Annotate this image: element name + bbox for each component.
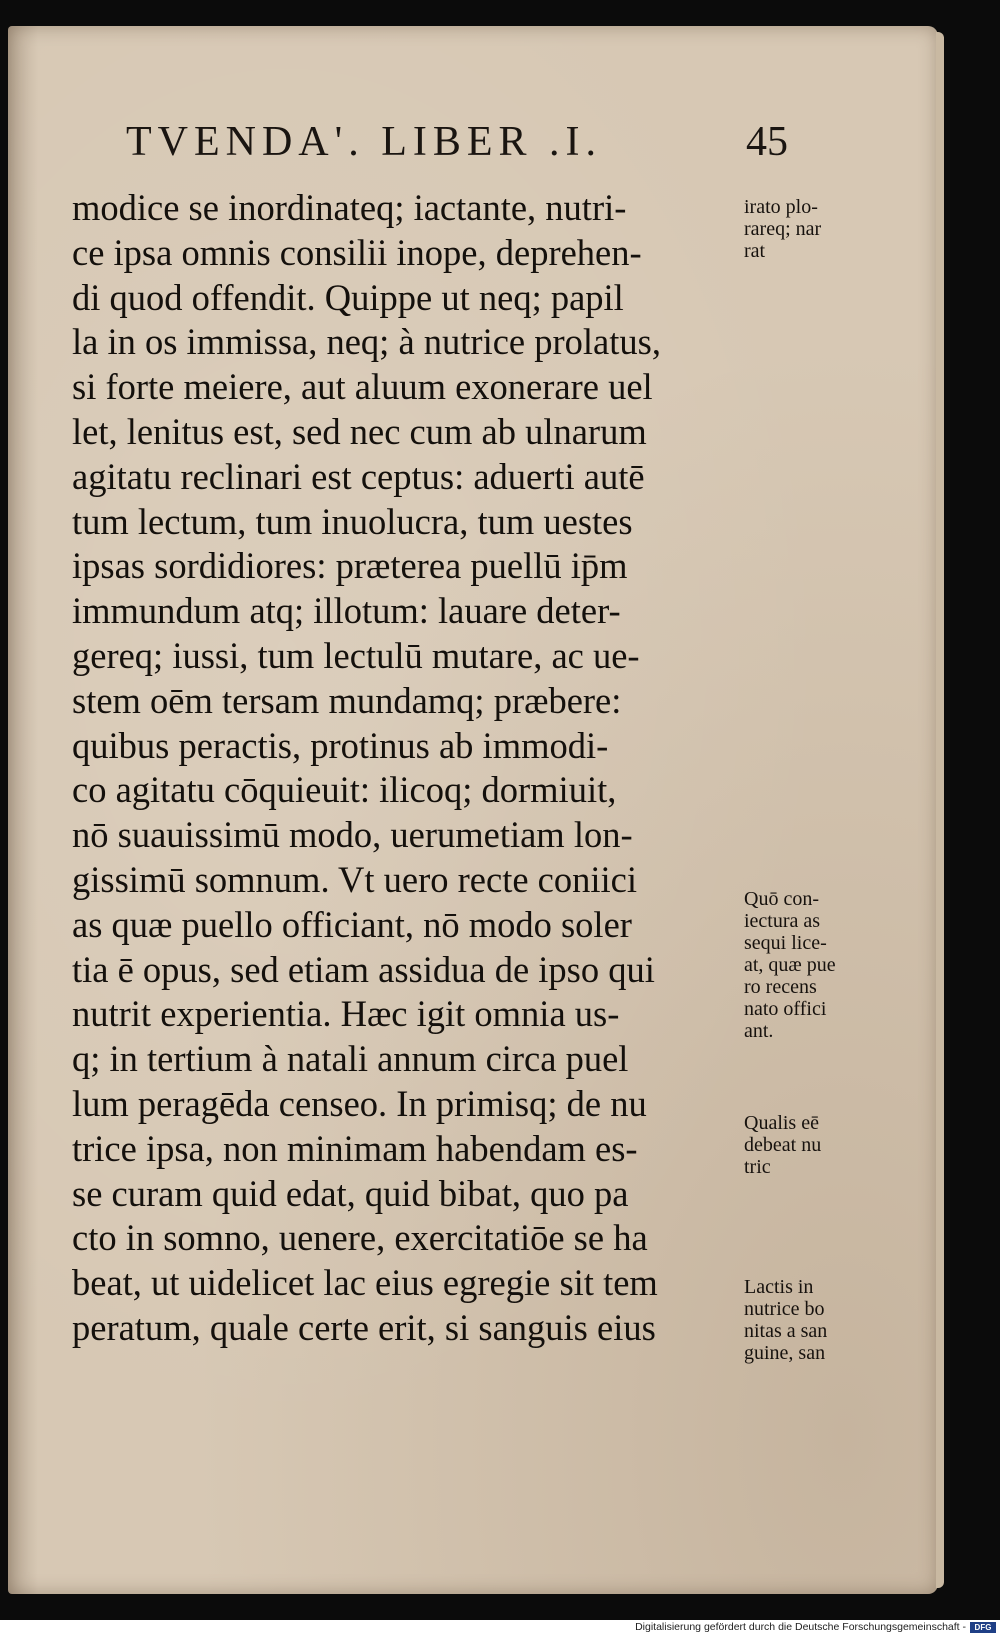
margin-note-line: nutrice bo xyxy=(744,1298,825,1320)
margin-note-line: Quō con- xyxy=(744,888,819,910)
book-page xyxy=(8,26,938,1594)
text-line: di quod offendit. Quippe ut neq; papil xyxy=(72,276,624,318)
text-line: quibus peractis, protinus ab immodi- xyxy=(72,724,609,766)
page-number: 45 xyxy=(746,119,788,165)
margin-note-line: at, quæ pue xyxy=(744,954,836,976)
text-line: ce ipsa omnis consilii inope, deprehen- xyxy=(72,231,642,273)
text-line: immundum atq; illotum: lauare deter- xyxy=(72,590,621,632)
margin-note-line: tric xyxy=(744,1156,771,1178)
margin-note xyxy=(744,1112,874,1178)
margin-note xyxy=(744,1276,874,1364)
body-text xyxy=(72,186,762,1351)
text-line: la in os immissa, neq; à nutrice prolatus, xyxy=(72,321,661,363)
margin-note-line: Qualis eē xyxy=(744,1112,819,1134)
margin-note-line: guine, san xyxy=(744,1342,826,1364)
text-line: co agitatu cōquieuit: ilicoq; dormiuit, xyxy=(72,769,617,811)
margin-note-line: ro recens xyxy=(744,976,817,998)
text-line: nō suauissimū modo, uerumetiam lon- xyxy=(72,814,633,856)
text-line: as quæ puello officiant, nō modo soler xyxy=(72,903,632,945)
text-line: beat, ut uidelicet lac eius egregie sit tem xyxy=(72,1262,658,1304)
text-line: agitatu reclinari est ceptus: aduerti autē xyxy=(72,455,645,497)
text-line: gissimū somnum. Vt uero recte coniici xyxy=(72,858,637,900)
margin-note xyxy=(744,888,874,1042)
margin-note-line: iectura as xyxy=(744,910,821,932)
text-line: si forte meiere, aut aluum exonerare uel xyxy=(72,366,653,408)
text-line: lum peragēda censeo. In primisq; de nu xyxy=(72,1082,647,1124)
margin-note-line: debeat nu xyxy=(744,1134,822,1156)
text-line: let, lenitus est, sed nec cum ab ulnarum xyxy=(72,410,647,452)
margin-note-line: irato plo- xyxy=(744,196,818,218)
margin-note-line: sequi lice- xyxy=(744,932,827,954)
text-line: nutrit experientia. Hæc igit omnia us- xyxy=(72,993,620,1035)
text-line: gereq; iussi, tum lectulū mutare, ac ue- xyxy=(72,634,640,676)
text-line: trice ipsa, non minimam habendam es- xyxy=(72,1127,638,1169)
margin-note-line: nitas a san xyxy=(744,1320,828,1342)
running-head: TVENDA'. LIBER .I. xyxy=(126,119,603,165)
text-line: cto in somno, uenere, exercitatiōe se ha xyxy=(72,1217,648,1259)
text-line: stem oēm tersam mundamq; præbere: xyxy=(72,679,622,721)
margin-note-line: rareq; nar xyxy=(744,218,822,240)
text-line: tia ē opus, sed etiam assidua de ipso qui xyxy=(72,948,655,990)
margin-note-line: Lactis in xyxy=(744,1276,814,1298)
text-line: se curam quid edat, quid bibat, quo pa xyxy=(72,1172,629,1214)
text-line: peratum, quale certe erit, si sanguis eius xyxy=(72,1306,656,1348)
text-line: ipsas sordidiores: præterea puellū ip̄m xyxy=(72,545,628,587)
page-header xyxy=(126,118,786,178)
margin-note-line: nato offici xyxy=(744,998,827,1020)
dfg-logo-icon: DFG xyxy=(970,1622,996,1633)
funding-credit: Digitalisierung gefördert durch die Deutsche Forschungsgemeinschaft - xyxy=(635,1621,966,1633)
margin-note-line: rat xyxy=(744,240,766,262)
text-line: q; in tertium à natali annum circa puel xyxy=(72,1038,629,1080)
margin-note xyxy=(744,196,874,262)
margin-note-line: ant. xyxy=(744,1020,774,1042)
text-line: tum lectum, tum inuolucra, tum uestes xyxy=(72,500,633,542)
page-edge xyxy=(936,32,944,1588)
text-line: modice se inordinateq; iactante, nutri- xyxy=(72,187,627,228)
